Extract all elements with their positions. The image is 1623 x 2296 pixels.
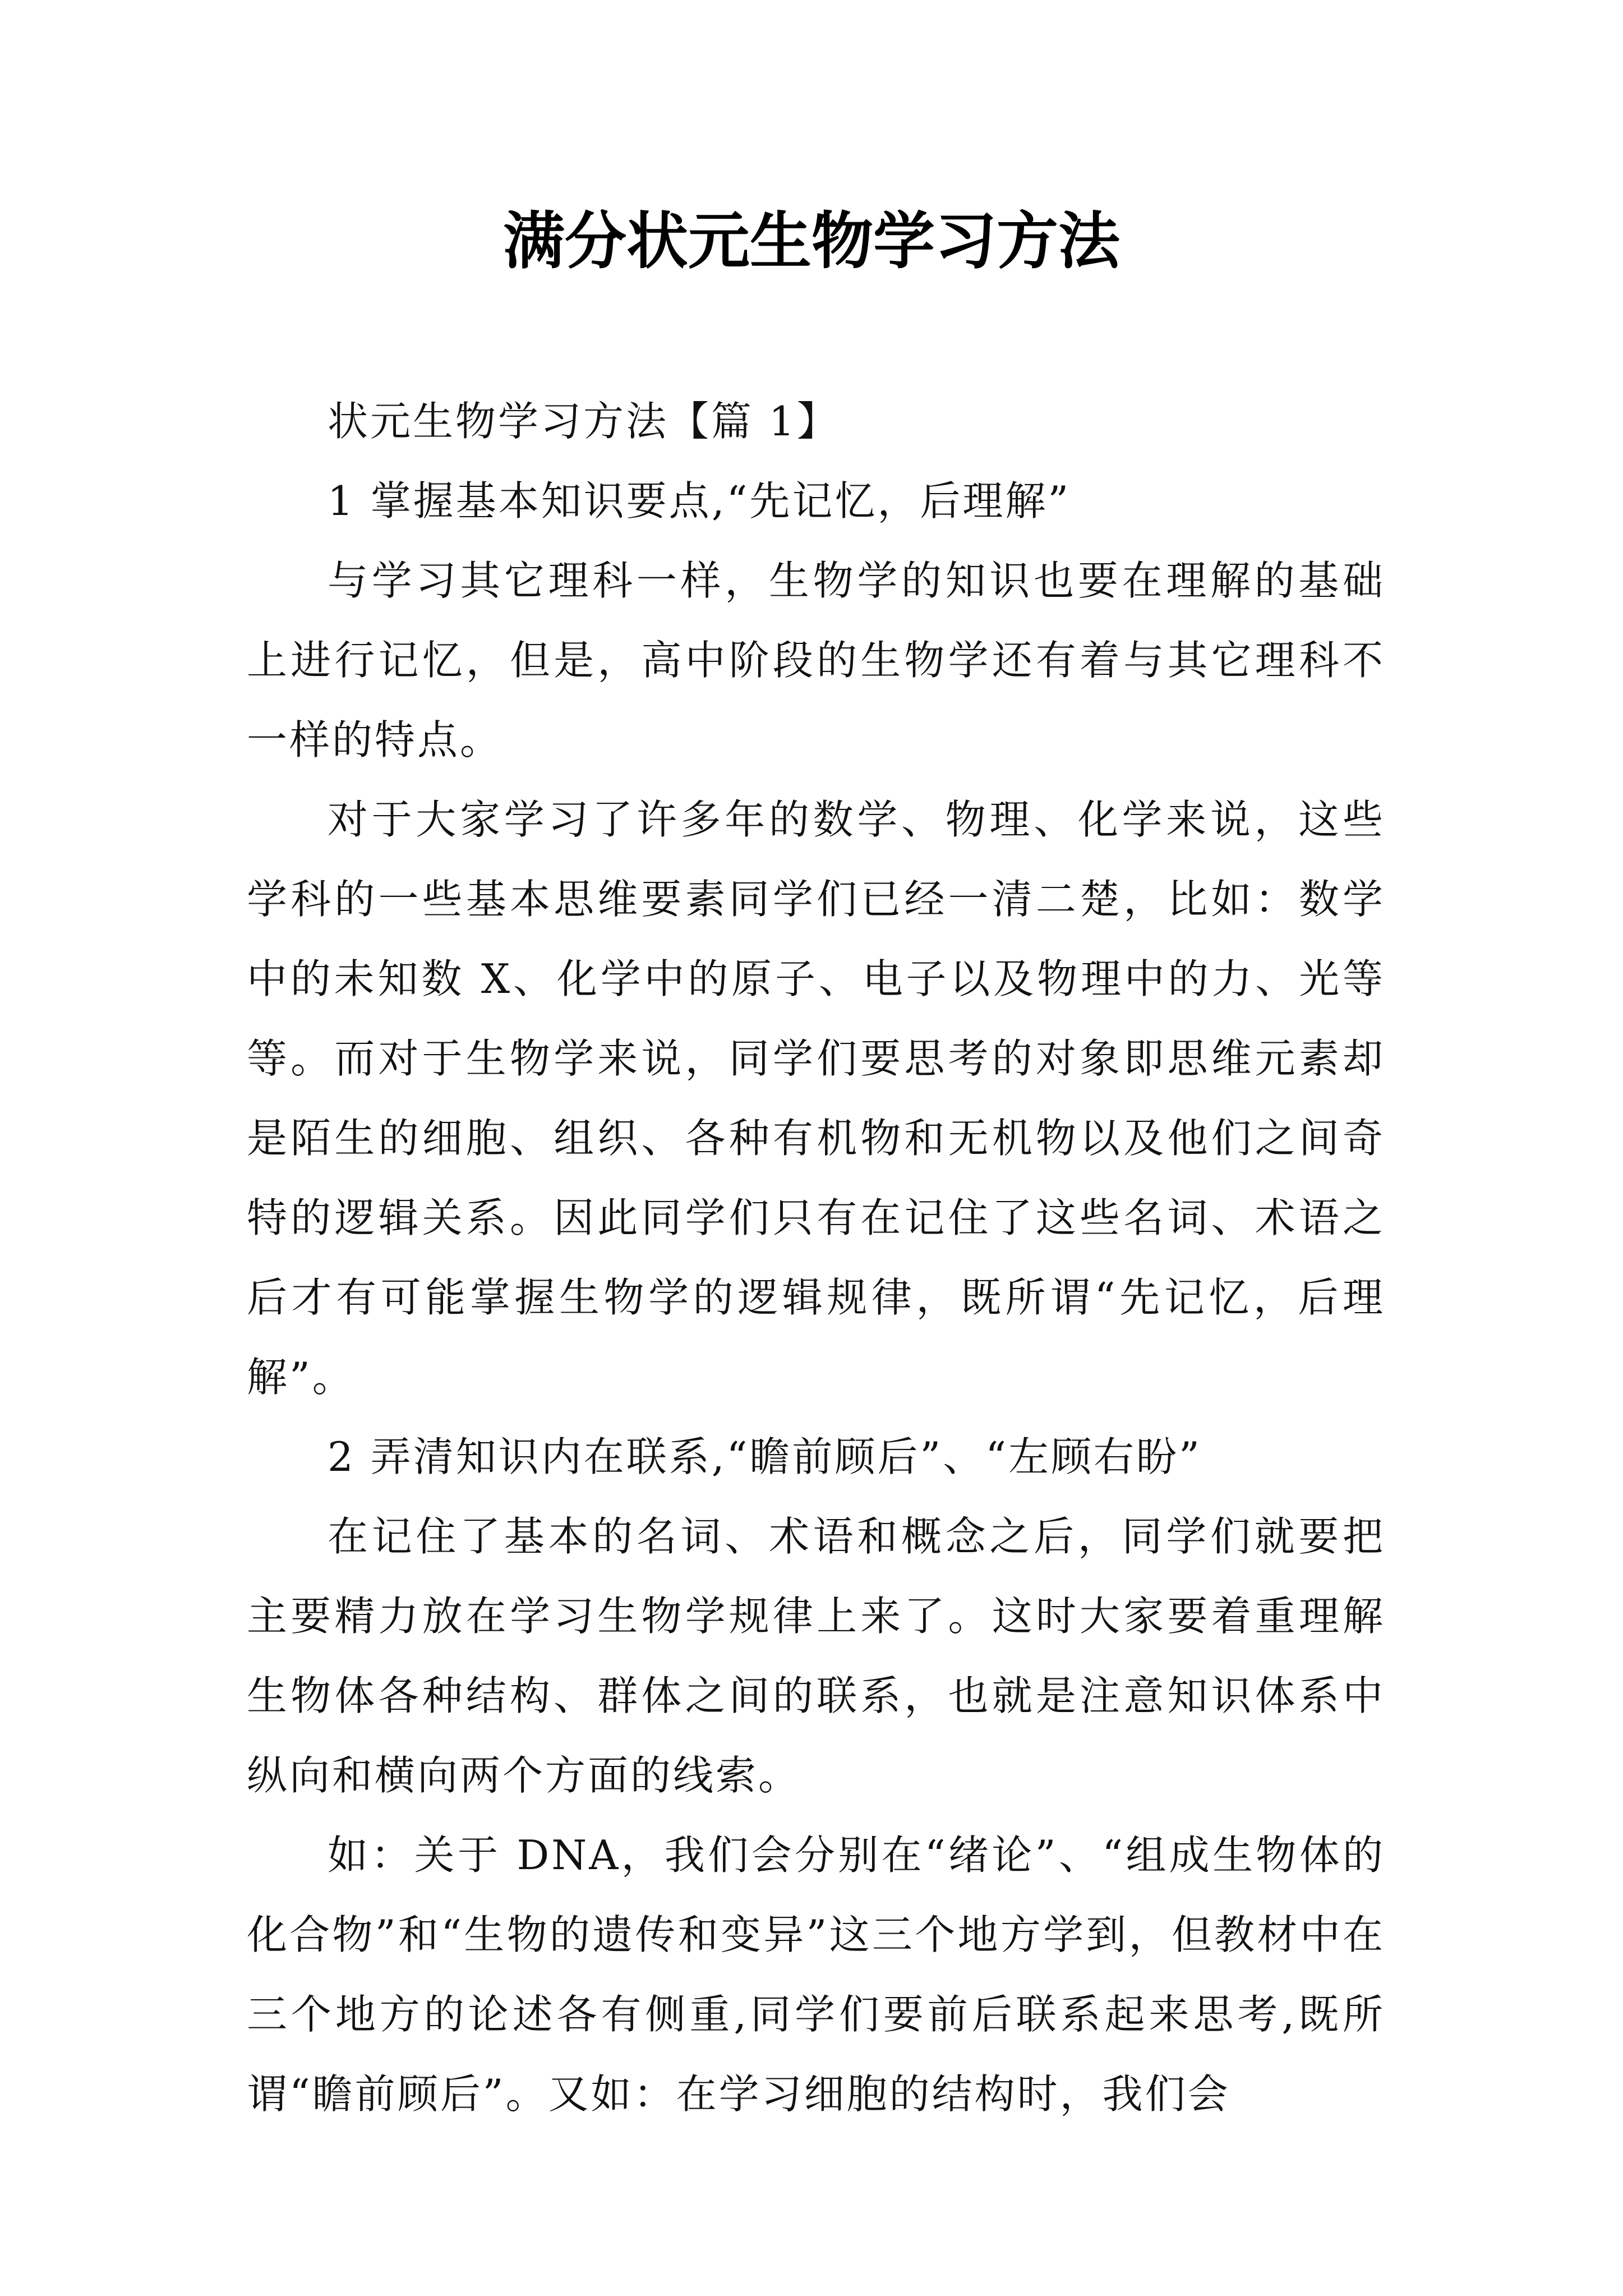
document-title: 满分状元生物学习方法	[503, 205, 1120, 277]
body-paragraph: 在记住了基本的名词、术语和概念之后，同学们就要把主要精力放在学习生物学规律上来了。这时大家要着重理解生物体各种结构、群体之间的联系，也就是注意知识体系中纵向和横向两个方面的线索。	[247, 1513, 1385, 1799]
document-body	[247, 381, 1385, 2134]
body-paragraph: 与学习其它理科一样，生物学的知识也要在理解的基础上进行记忆，但是，高中阶段的生物学还有着与其它理科不一样的特点。	[247, 557, 1385, 763]
body-paragraph: 如：关于 DNA，我们会分别在“绪论”、“组成生物体的化合物”和“生物的遗传和变异”这三个地方学到，但教材中在三个地方的论述各有侧重,同学们要前后联系起来思考,既所谓“瞻前顾后”。又如：在学习细胞的结构时，我们会	[247, 1832, 1385, 2118]
section-heading: 状元生物学习方法【篇 1】	[328, 398, 840, 445]
subsection-heading: 2 弄清知识内在联系,“瞻前顾后”、“左顾右盼”	[328, 1433, 1202, 1480]
subsection-heading: 1 掌握基本知识要点,“先记忆，后理解”	[328, 477, 1071, 524]
body-paragraph: 对于大家学习了许多年的数学、物理、化学来说，这些学科的一些基本思维要素同学们已经一清二楚，比如：数学中的未知数 X、化学中的原子、电子以及物理中的力、光等等。而对于生物学来说，同学们要思考的对象即思维元素却是陌生的细胞、组织、各种有机物和无机物以及他们之间奇特的逻辑关系。因此同学们只有在记住了这些名词、术语之后才有可能掌握生物学的逻辑规律，既所谓“先记忆，后理解”。	[247, 796, 1385, 1401]
